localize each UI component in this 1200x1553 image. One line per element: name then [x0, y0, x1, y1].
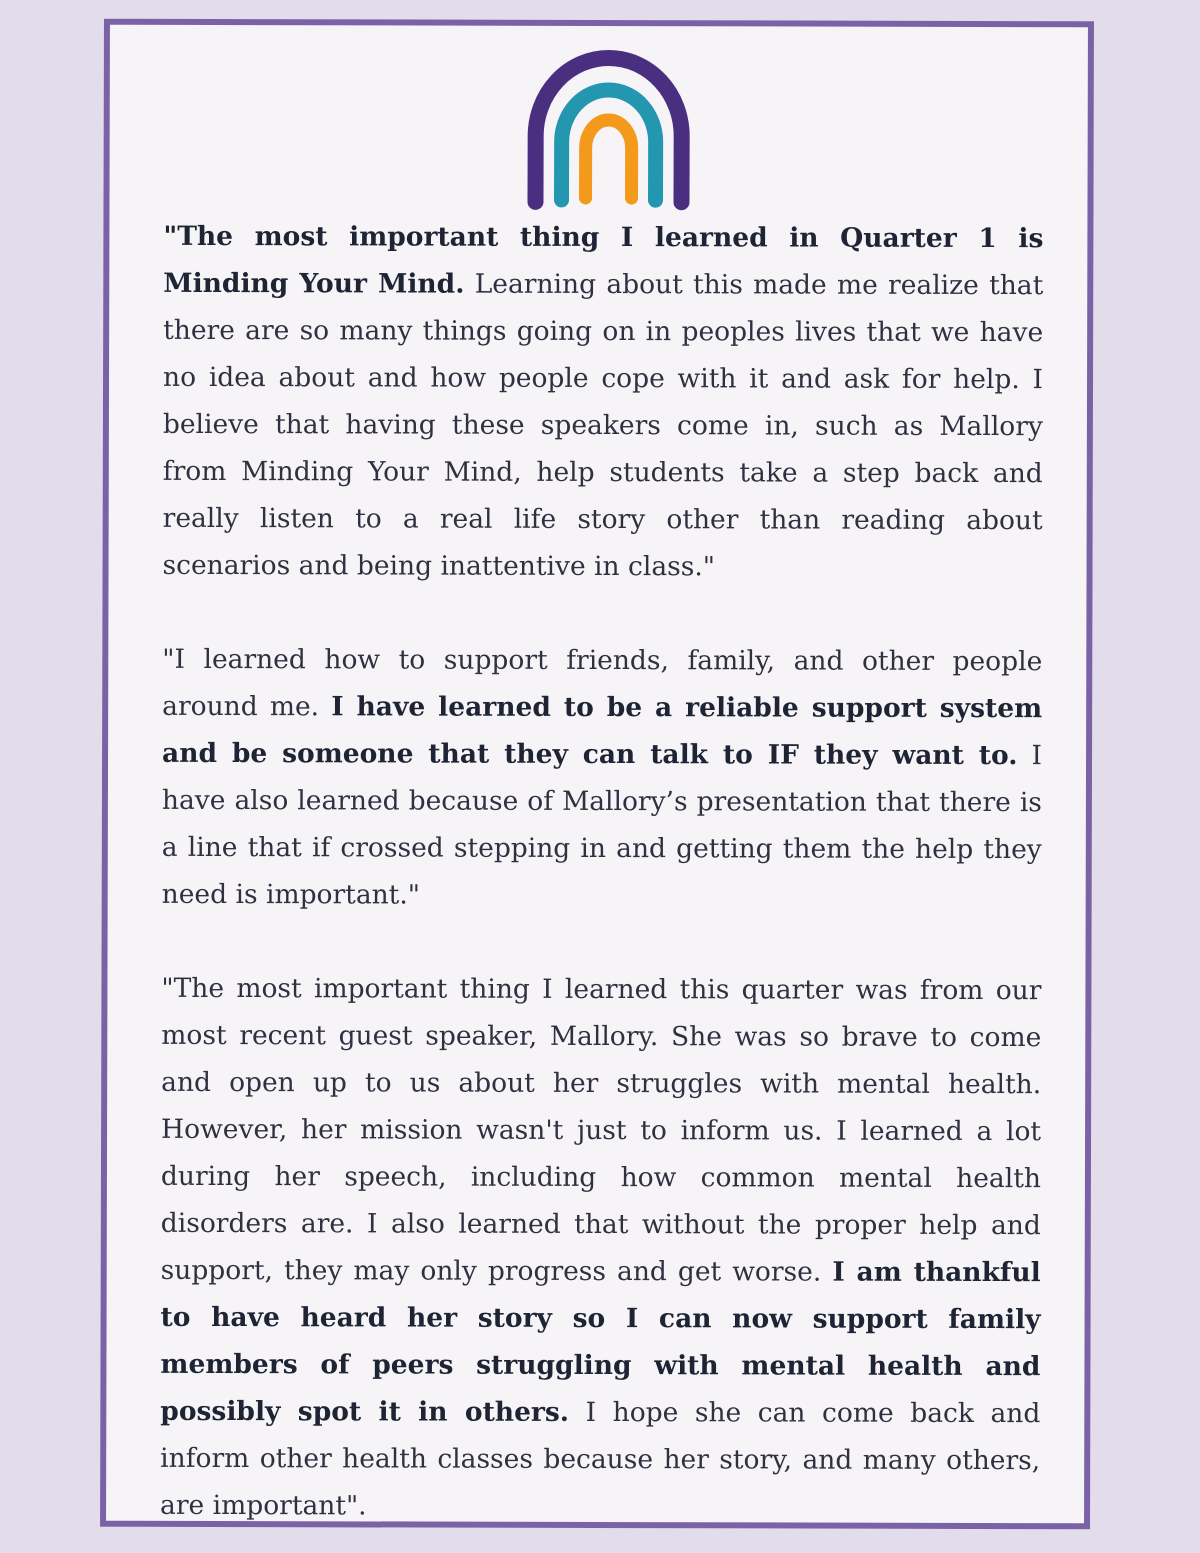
- quote-card: [100, 19, 1094, 1530]
- rainbow-inner-arc: [586, 120, 632, 198]
- quote-2-bold: I have learned to be a reliable support system and be someone that they can talk to IF they want to.: [162, 691, 1043, 772]
- quotes-container: [160, 213, 1044, 1553]
- rainbow-icon: [523, 44, 693, 214]
- quote-1-bold: "The most important thing I learned in Quarter 1 is Minding Your Mind.: [163, 220, 1044, 300]
- quote-2-text-start: "I learned how to support friends, family, and other people around me.: [162, 643, 1043, 723]
- quote-2-text-end: I have also learned because of Mallory’s presentation that there is a line that if crossed stepping in and getting them the help they need is important.": [161, 740, 1043, 911]
- quote-1: [162, 213, 1043, 591]
- quote-3-bold: I am thankful to have heard her story so I can now support family members of peers struggling with mental health and possibly spot it in others.: [160, 1256, 1041, 1428]
- quote-3-text-end: I hope she can come back and inform other health classes because her story, and many others, are important".: [160, 1396, 1041, 1522]
- quote-2: [162, 636, 1043, 920]
- quote-1-text: Learning about this made me realize that there are so many things going on in peoples lives that we have no idea about and how people cope with it and ask for help. I believe that having these speakers come in, such as Mallory from Minding Your Mind, help students take a step back and really listen to a real life story other than reading about scenarios and being inattentive in class.": [162, 268, 1044, 583]
- quote-3-text-start: "The most important thing I learned this quarter was from our most recent guest speaker, Mallory. She was so brave to come and open up to us about her struggles with mental health. However, her mission wasn't just to inform us. I learned a lot during her speech, including how common mental health disorders are. I also learned that without the proper help and support, they may only progress and get worse.: [160, 972, 1042, 1288]
- rainbow-middle-arc: [562, 90, 656, 200]
- quote-3: [160, 965, 1041, 1531]
